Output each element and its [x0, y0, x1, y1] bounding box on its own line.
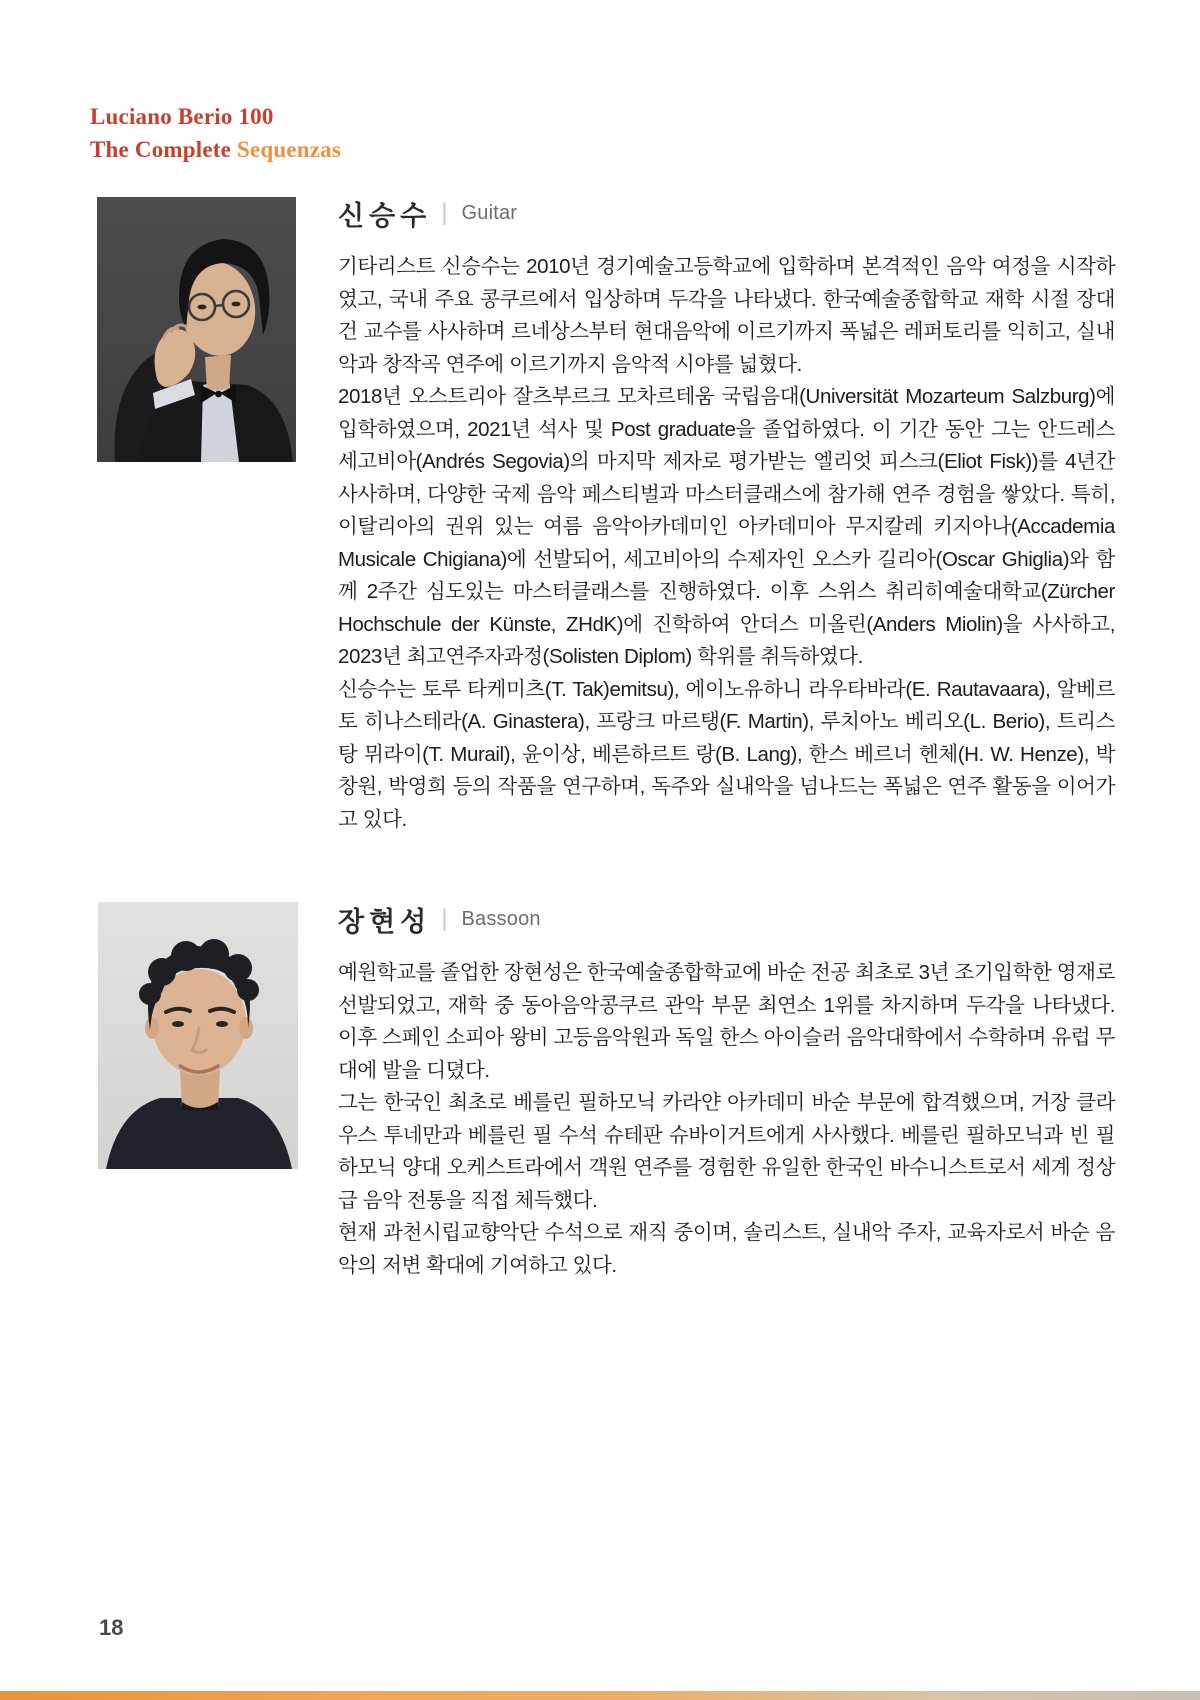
heading-separator: | [441, 198, 448, 226]
page-number: 18 [99, 1615, 124, 1640]
artist-instrument: Bassoon [461, 908, 541, 930]
artist-name: 신승수 [338, 201, 432, 231]
footer-accent-bar [0, 1691, 1200, 1700]
title-line2-orange: Sequenzas [236, 137, 342, 162]
artist-instrument: Guitar [461, 202, 518, 224]
artist-name: 장현성 [338, 907, 432, 937]
title-line2 [90, 133, 341, 166]
title-line1: Luciano Berio 100 [90, 104, 274, 129]
bio-paragraph: 현재 과천시립교향악단 수석으로 재직 중이며, 솔리스트, 실내악 주자, 교육자로서 바순 음악의 저변 확대에 기여하고 있다. [338, 1221, 1115, 1277]
artist-bio [338, 957, 1115, 1282]
artist-photo [98, 902, 298, 1169]
page-title [90, 100, 341, 166]
heading-separator: | [441, 904, 448, 932]
portrait-illustration-guitarist [97, 197, 296, 462]
artist-photo [97, 197, 296, 462]
bio-paragraph: 예원학교를 졸업한 장현성은 한국예술종합학교에 바순 전공 최초로 3년 조기입학한 영재로 선발되었고, 재학 중 동아음악콩쿠르 관악 부문 최연소 1위를 차지하며 두각을 나타냈다. 이후 스페인 소피아 왕비 고등음악원과 독일 한스 아이슬러 음악대학에서 수학하며 유럽 무대에 발을 디뎠다. [338, 961, 1115, 1082]
artist-heading [338, 194, 1115, 233]
artist-bio [338, 251, 1115, 836]
bio-paragraph: 2018년 오스트리아 잘츠부르크 모차르테움 국립음대(Universität Mozarteum Salzburg)에 입학하였으며, 2021년 석사 및 Post graduate을 졸업하였다. 이 기간 동안 그는 안드레스 세고비아(Andrés Segovia)의 마지막 제자로 평가받는 엘리엇 피스크(Eliot Fisk))를 4년간 사사하며, 다양한 국제 음악 페스티벌과 마스터클래스에 참가해 연주 경험을 쌓았다. 특히, 이탈리아의 권위 있는 여름 음악아카데미인 아카데미아 무지칼레 키지아나(Accademia Musicale Chigiana)에 선발되어, 세고비아의 수제자인 오스카 길리아(Oscar Ghiglia)와 함께 2주간 심도있는 마스터클래스를 진행하였다. 이후 스위스 취리히예술대학교(Zürcher Hochschule der Künste, ZHdK)에 진학하여 안더스 미올린(Anders Miolin)을 사사하고, 2023년 최고연주자과정(Solisten Diplom) 학위를 취득하였다. [338, 385, 1115, 668]
bio-paragraph: 기타리스트 신승수는 2010년 경기예술고등학교에 입학하며 본격적인 음악 여정을 시작하였고, 국내 주요 콩쿠르에서 입상하며 두각을 나타냈다. 한국예술종합학교 재학 시절 장대건 교수를 사사하며 르네상스부터 현대음악에 이르기까지 폭넓은 레퍼토리를 익히고, 실내악과 창작곡 연주에 이르기까지 음악적 시야를 넓혔다. [338, 255, 1115, 376]
artist-heading [338, 900, 1115, 939]
portrait-illustration-bassoonist [98, 902, 298, 1169]
bio-paragraph: 그는 한국인 최초로 베를린 필하모닉 카라얀 아카데미 바순 부문에 합격했으며, 거장 클라우스 투네만과 베를린 필 수석 슈테판 슈바이거트에게 사사했다. 베를린 필하모닉과 빈 필하모닉 양대 오케스트라에서 객원 연주를 경험한 유일한 한국인 바수니스트로서 세계 정상급 음악 전통을 직접 체득했다. [338, 1091, 1115, 1212]
title-line2-red: The Complete [90, 137, 237, 162]
bio-paragraph: 신승수는 토루 타케미츠(T. Tak)emitsu), 에이노유하니 라우타바라(E. Rautavaara), 알베르토 히나스테라(A. Ginastera), 프랑크 마르탱(F. Martin), 루치아노 베리오(L. Berio), 트리스탕 뮈라이(T. Murail), 윤이상, 베른하르트 랑(B. Lang), 한스 베르너 헨체(H. W. Henze), 박창원, 박영희 등의 작품을 연구하며, 독주와 실내악을 넘나드는 폭넓은 연주 활동을 이어가고 있다. [338, 677, 1115, 831]
